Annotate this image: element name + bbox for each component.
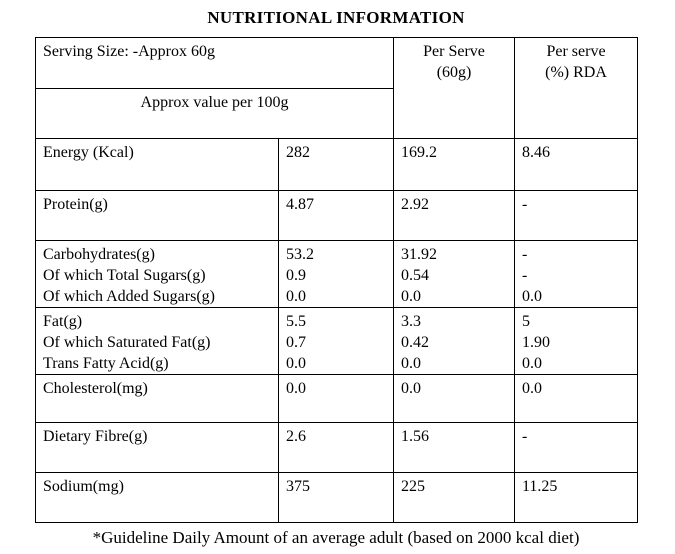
table-row-fat: [36, 308, 638, 375]
per-100g-value: 2.6: [286, 428, 306, 445]
nutrient-sublabel: Of which Added Sugars(g): [43, 288, 215, 305]
approx-value-label: Approx value per 100g: [140, 94, 289, 111]
rda-cell: [515, 473, 638, 523]
per-100g-value: 0.0: [286, 355, 306, 372]
approx-value-cell: [36, 89, 394, 139]
table-header-row-1: [36, 38, 638, 89]
nutrient-label: Sodium(mg): [43, 478, 124, 495]
nutrient-label-cell: [36, 191, 279, 241]
per-100g-cell: [279, 191, 394, 241]
rda-cell: [515, 308, 638, 375]
rda-header-line1: Per serve: [546, 43, 606, 60]
rda-cell: [515, 375, 638, 423]
per-100g-value: 53.2: [286, 246, 314, 263]
per-serve-value: 0.0: [401, 288, 422, 305]
per-100g-value: 282: [286, 144, 310, 161]
nutrition-table: [35, 37, 638, 523]
per-100g-value: 5.5: [286, 313, 306, 330]
rda-header-line2: (%) RDA: [545, 64, 607, 81]
per-serve-value: 0.0: [401, 355, 422, 372]
per-100g-cell: [279, 375, 394, 423]
rda-value: 0.0: [522, 355, 543, 372]
table-row-sodium: [36, 473, 638, 523]
nutrient-label: Energy (Kcal): [43, 144, 134, 161]
rda-value: 0.0: [522, 380, 543, 397]
nutrient-sublabel: Of which Saturated Fat(g): [43, 334, 211, 351]
nutrient-label-cell: [36, 241, 279, 308]
rda-value: -: [522, 196, 528, 213]
per-serve-header-cell: [394, 38, 515, 139]
nutrient-label: Carbohydrates(g): [43, 246, 155, 263]
footnote: *Guideline Daily Amount of an average adult (based on 2000 kcal diet): [92, 528, 580, 547]
per-100g-cell: [279, 241, 394, 308]
nutrient-label-cell: [36, 308, 279, 375]
per-serve-cell: [394, 308, 515, 375]
per-100g-value: 0.0: [286, 380, 306, 397]
table-row-dietary-fibre: [36, 423, 638, 473]
nutrient-label-cell: [36, 423, 279, 473]
per-serve-cell: [394, 375, 515, 423]
rda-value: -: [522, 267, 528, 284]
per-serve-cell: [394, 423, 515, 473]
per-100g-cell: [279, 473, 394, 523]
nutrient-label-cell: [36, 139, 279, 191]
rda-value: 5: [522, 313, 531, 330]
nutrient-label-cell: [36, 375, 279, 423]
table-row-cholesterol: [36, 375, 638, 423]
per-serve-header-line1: Per Serve: [423, 43, 485, 60]
nutrient-label: Cholesterol(mg): [43, 380, 148, 397]
rda-cell: [515, 241, 638, 308]
per-serve-cell: [394, 139, 515, 191]
per-serve-value: 3.3: [401, 313, 422, 330]
per-100g-value: 0.9: [286, 267, 306, 284]
per-serve-value: 169.2: [401, 144, 438, 161]
nutrient-label-cell: [36, 473, 279, 523]
per-serve-value: 2.92: [401, 196, 430, 213]
per-serve-value: 0.54: [401, 267, 430, 284]
rda-cell: [515, 191, 638, 241]
nutrient-label: Fat(g): [43, 313, 83, 330]
per-100g-value: 0.0: [286, 288, 306, 305]
per-100g-value: 4.87: [286, 196, 314, 213]
serving-size-cell: [36, 38, 394, 89]
rda-value: -: [522, 428, 528, 445]
per-serve-value: 31.92: [401, 246, 438, 263]
rda-value: 8.46: [522, 144, 551, 161]
rda-cell: [515, 423, 638, 473]
per-serve-cell: [394, 473, 515, 523]
rda-value: -: [522, 246, 528, 263]
page-title: NUTRITIONAL INFORMATION: [207, 8, 465, 27]
per-100g-cell: [279, 139, 394, 191]
rda-value: 0.0: [522, 288, 543, 305]
per-100g-value: 375: [286, 478, 310, 495]
nutrient-sublabel: Trans Fatty Acid(g): [43, 355, 169, 372]
rda-value: 11.25: [522, 478, 558, 495]
serving-size-label: Serving Size: -Approx 60g: [43, 43, 215, 60]
nutrient-sublabel: Of which Total Sugars(g): [43, 267, 206, 284]
table-row-energy: [36, 139, 638, 191]
per-100g-value: 0.7: [286, 334, 306, 351]
rda-cell: [515, 139, 638, 191]
per-serve-value: 0.0: [401, 380, 422, 397]
per-serve-header-line2: (60g): [436, 64, 472, 81]
rda-header-cell: [515, 38, 638, 139]
per-100g-cell: [279, 308, 394, 375]
nutrient-label: Dietary Fibre(g): [43, 428, 148, 445]
per-100g-cell: [279, 423, 394, 473]
per-serve-value: 1.56: [401, 428, 430, 445]
table-row-carbohydrates: [36, 241, 638, 308]
per-serve-cell: [394, 241, 515, 308]
table-row-protein: [36, 191, 638, 241]
per-serve-cell: [394, 191, 515, 241]
per-serve-value: 225: [401, 478, 426, 495]
nutrient-label: Protein(g): [43, 196, 108, 213]
rda-value: 1.90: [522, 334, 551, 351]
per-serve-value: 0.42: [401, 334, 430, 351]
